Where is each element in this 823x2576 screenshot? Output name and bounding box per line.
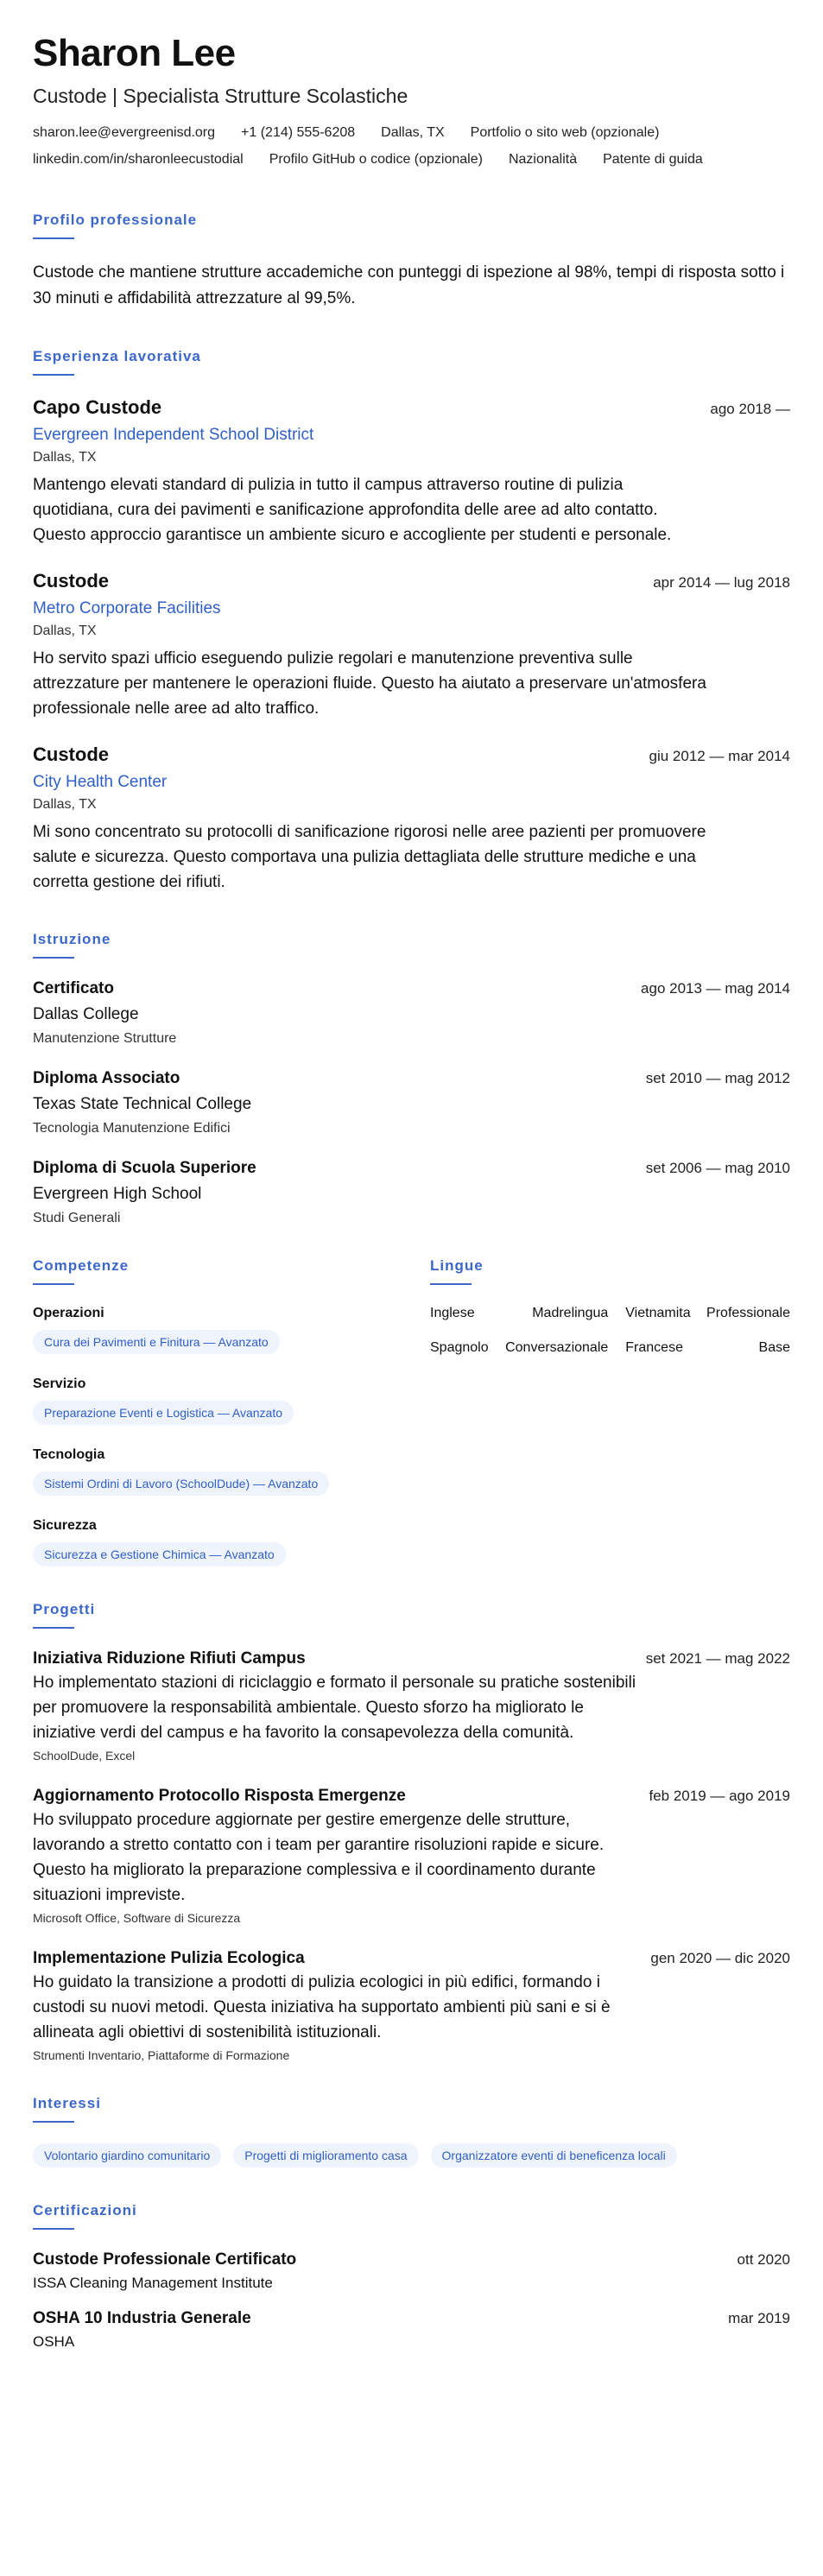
project-description: Ho implementato stazioni di riciclaggio e formato il personale su pratiche sostenibili per promuovere la responsabilità ambientale. Questo sforzo ha migliorato le iniziative verdi del campus e ha favorito la consapevolezza della comunità.: [33, 1674, 636, 1743]
section-divider: [33, 374, 74, 376]
skill-chip: Sistemi Ordini di Lavoro (SchoolDude) — Avanzato: [33, 1472, 329, 1496]
contact-row: [33, 125, 790, 141]
edu-degree: Diploma Associato: [33, 1069, 180, 1088]
project-dates: feb 2019 — ago 2019: [649, 1788, 790, 1805]
certification-date: mar 2019: [728, 2310, 790, 2327]
job-description: Mantengo elevati standard di pulizia in tutto il campus attraverso routine di pulizia quotidiana, cura dei pavimenti e sanificazione approfondita delle aree ad alto contatto. Questo approccio garantisce un ambiente sicuro e accogliente per studenti e personale.: [33, 476, 672, 545]
section-title-skills: Competenze: [33, 1257, 130, 1275]
language-level: Conversazionale: [505, 1340, 609, 1356]
language-name: Vietnamita: [625, 1306, 691, 1321]
language-name: Inglese: [430, 1306, 475, 1321]
portfolio-link[interactable]: Portfolio o sito web (opzionale): [470, 125, 660, 141]
edu-field: Studi Generali: [33, 1211, 121, 1226]
edu-dates: set 2006 — mag 2010: [645, 1160, 790, 1177]
certification-issuer: ISSA Cleaning Management Institute: [33, 2275, 273, 2292]
project-tech: SchoolDude, Excel: [33, 1749, 136, 1763]
skill-group: [33, 1518, 430, 1566]
language-level: Madrelingua: [532, 1306, 609, 1321]
job-title: Custode: [33, 570, 109, 592]
location-text: Dallas, TX: [381, 125, 445, 141]
skill-chip: Cura dei Pavimenti e Finitura — Avanzato: [33, 1330, 280, 1354]
job-entry: [33, 570, 790, 721]
project-tech: Strumenti Inventario, Piattaforme di Formazione: [33, 2048, 290, 2063]
project-title: Implementazione Pulizia Ecologica: [33, 1949, 305, 1968]
section-divider: [33, 2228, 74, 2230]
job-entry: [33, 396, 790, 547]
edu-dates: set 2010 — mag 2012: [645, 1070, 790, 1087]
edu-school: Texas State Technical College: [33, 1095, 252, 1114]
skill-category: Operazioni: [33, 1306, 104, 1321]
phone-link[interactable]: +1 (214) 555-6208: [241, 125, 356, 141]
project-tech: Microsoft Office, Software di Sicurezza: [33, 1911, 241, 1926]
edu-degree: Diploma di Scuola Superiore: [33, 1159, 256, 1178]
skill-group: [33, 1447, 430, 1496]
job-dates: apr 2014 — lug 2018: [653, 574, 790, 592]
edu-degree: Certificato: [33, 979, 114, 998]
certification-name: Custode Professionale Certificato: [33, 2250, 297, 2269]
skill-chip: Preparazione Eventi e Logistica — Avanzato: [33, 1401, 294, 1425]
job-company: Metro Corporate Facilities: [33, 599, 221, 618]
section-title-profile: Profilo professionale: [33, 212, 198, 229]
license-text: Patente di guida: [603, 152, 703, 168]
edu-school: Dallas College: [33, 1005, 139, 1024]
job-company: City Health Center: [33, 773, 168, 792]
section-title-certifications: Certificazioni: [33, 2202, 137, 2219]
job-location: Dallas, TX: [33, 623, 97, 639]
language-name: Francese: [625, 1340, 683, 1356]
education-section: [33, 931, 790, 1226]
job-entry: [33, 744, 790, 895]
certification-entry: [33, 2309, 790, 2351]
job-location: Dallas, TX: [33, 450, 97, 465]
job-description: Mi sono concentrato su protocolli di sanificazione rigorosi nelle aree pazienti per promuovere salute e sicurezza. Questo comportava una pulizia dettagliata delle strutture mediche e una corretta gestione dei rifiuti.: [33, 823, 706, 892]
interests-list: [33, 2143, 790, 2168]
project-entry: [33, 1949, 790, 2062]
nationality-text: Nazionalità: [508, 152, 578, 168]
github-link[interactable]: Profilo GitHub o codice (opzionale): [269, 152, 483, 168]
project-title: Iniziativa Riduzione Rifiuti Campus: [33, 1649, 306, 1668]
job-title: Capo Custode: [33, 396, 162, 419]
education-entry: [33, 1069, 790, 1136]
section-title-interests: Interessi: [33, 2095, 101, 2112]
job-dates: giu 2012 — mar 2014: [649, 748, 790, 765]
resume-header: [33, 33, 790, 179]
project-entry: [33, 1649, 790, 1763]
education-entry: [33, 1159, 790, 1226]
section-divider: [33, 2121, 74, 2123]
job-location: Dallas, TX: [33, 797, 97, 813]
interest-chip: Progetti di miglioramento casa: [233, 2143, 418, 2168]
education-entry: [33, 979, 790, 1047]
language-row: [430, 1340, 790, 1375]
skill-group: [33, 1306, 430, 1354]
section-title-languages: Lingue: [430, 1257, 484, 1275]
skill-category: Servizio: [33, 1377, 86, 1392]
project-description: Ho guidato la transizione a prodotti di pulizia ecologici in più edifici, formando i custodi su nuovi metodi. Questa iniziativa ha supportato ambienti più sani e si è allineata agli obiettivi di sostenibilità istituzionali.: [33, 1973, 611, 2042]
edu-school: Evergreen High School: [33, 1185, 202, 1204]
language-level: Base: [758, 1340, 790, 1356]
project-dates: gen 2020 — dic 2020: [650, 1950, 790, 1967]
project-description: Ho sviluppato procedure aggiornate per gestire emergenze delle strutture, lavorando a stretto contatto con i team per garantire risoluzioni rapide e sicure. Questo ha migliorato la preparazione complessiva e il coordinamento durante situazioni impreviste.: [33, 1811, 605, 1905]
profile-summary: Custode che mantiene strutture accademiche con punteggi di ispezione al 98%, tempi di risposta sotto i 30 minuti e affidabilità attrezzature al 99,5%.: [33, 263, 785, 308]
certification-issuer: OSHA: [33, 2333, 75, 2351]
section-divider: [33, 957, 74, 959]
section-title-projects: Progetti: [33, 1601, 96, 1618]
candidate-name: Sharon Lee: [33, 32, 236, 74]
skills-section: [33, 1257, 430, 1589]
certification-date: ott 2020: [737, 2251, 790, 2269]
contact-info: [33, 125, 790, 179]
certification-entry: [33, 2250, 790, 2292]
job-description: Ho servito spazi ufficio eseguendo pulizie regolari e manutenzione preventiva sulle attrezzature per mantenere le operazioni fluide. Questo ha aiutato a preservare un'atmosfera professionale nelle aree ad alto traffico.: [33, 649, 706, 718]
certifications-section: [33, 2202, 790, 2351]
projects-section: [33, 1601, 790, 2062]
language-row: [430, 1306, 790, 1340]
language-level: Professionale: [706, 1306, 790, 1321]
interest-chip: Volontario giardino comunitario: [33, 2143, 221, 2168]
section-divider: [33, 237, 74, 239]
candidate-title: Custode | Specialista Strutture Scolastiche: [33, 85, 408, 108]
linkedin-link[interactable]: linkedin.com/in/sharonleecustodial: [33, 152, 244, 168]
interest-chip: Organizzatore eventi di beneficenza locali: [431, 2143, 677, 2168]
certification-name: OSHA 10 Industria Generale: [33, 2309, 251, 2328]
section-divider: [33, 1627, 74, 1629]
project-title: Aggiornamento Protocollo Risposta Emergenze: [33, 1787, 406, 1806]
section-divider: [33, 1283, 74, 1285]
language-name: Spagnolo: [430, 1340, 489, 1356]
job-title: Custode: [33, 744, 109, 766]
project-dates: set 2021 — mag 2022: [645, 1650, 790, 1668]
project-entry: [33, 1787, 790, 1925]
skill-chip: Sicurezza e Gestione Chimica — Avanzato: [33, 1542, 286, 1566]
experience-section: [33, 348, 790, 895]
interests-section: [33, 2095, 790, 2168]
job-dates: ago 2018 —: [710, 401, 790, 418]
skill-group: [33, 1377, 430, 1425]
skill-category: Sicurezza: [33, 1518, 97, 1534]
section-title-education: Istruzione: [33, 931, 111, 948]
email-link[interactable]: sharon.lee@evergreenisd.org: [33, 125, 216, 141]
contact-row: [33, 152, 790, 168]
job-company: Evergreen Independent School District: [33, 426, 314, 445]
section-divider: [430, 1283, 472, 1285]
edu-field: Tecnologia Manutenzione Edifici: [33, 1121, 231, 1136]
profile-section: [33, 212, 790, 312]
languages-section: [430, 1257, 790, 1589]
section-title-experience: Esperienza lavorativa: [33, 348, 201, 365]
skills-languages-row: [33, 1257, 790, 1589]
edu-dates: ago 2013 — mag 2014: [641, 980, 790, 997]
languages-table: [430, 1306, 790, 1375]
edu-field: Manutenzione Strutture: [33, 1031, 177, 1047]
skill-category: Tecnologia: [33, 1447, 105, 1463]
